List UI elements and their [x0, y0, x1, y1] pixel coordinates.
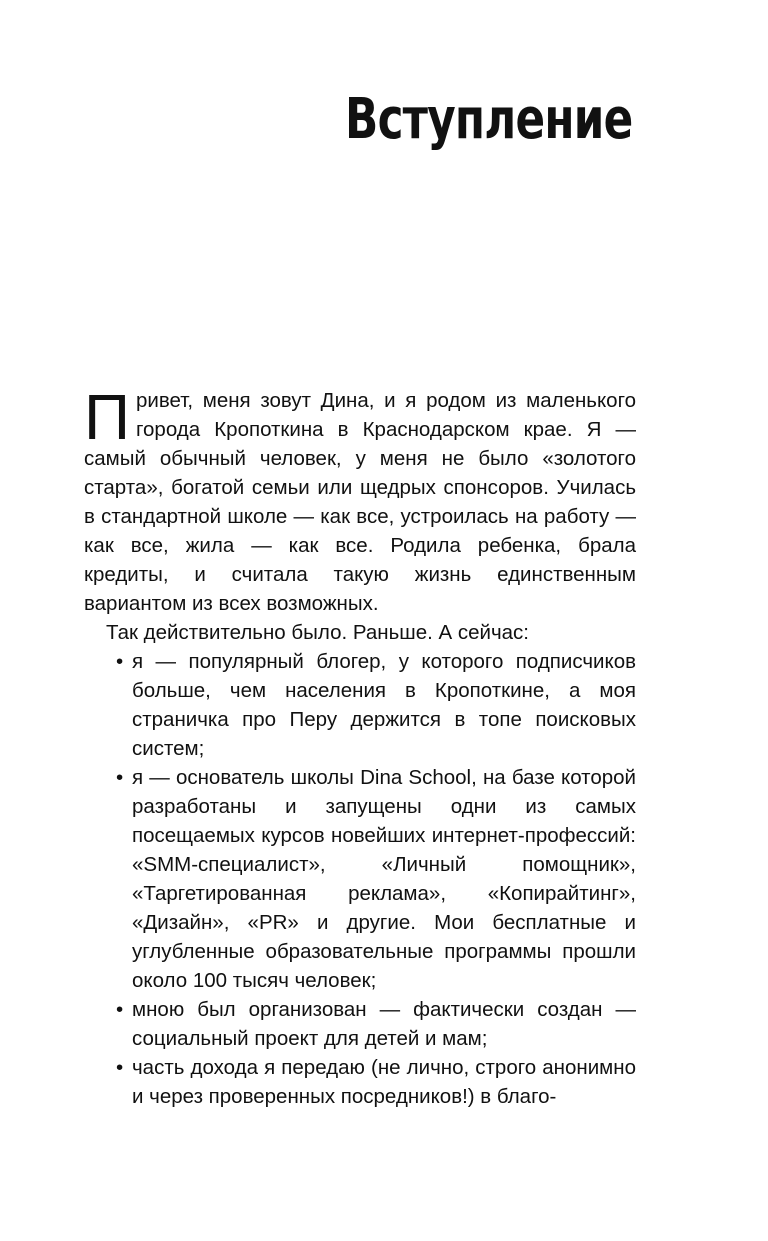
list-item-text: часть дохода я передаю (не лично, строго анонимно и через проверенных посредников!) в благо-: [132, 1056, 636, 1108]
achievements-list: [84, 647, 636, 1111]
list-item-text: я — основатель школы Dina School, на базе которой разработаны и запущены одни из самых посещаемых курсов новейших интернет-профессий: «SMM-специалист», «Личный помощник», «Таргетированная реклама», «Копирайтинг», «Дизайн», «PR» и другие. Мои бесплатные и углубленные образовательные программы прошли около 100 тысяч человек;: [132, 766, 636, 992]
lead-paragraph: Так действительно было. Раньше. А сейчас:: [106, 621, 529, 644]
body-text: [84, 381, 636, 1111]
list-item: [84, 647, 636, 763]
bullet-icon: •: [116, 1056, 124, 1079]
list-item: [84, 763, 636, 995]
list-item-text: мною был организован — фактически создан — социальный проект для детей и мам;: [132, 998, 636, 1050]
bullet-icon: •: [116, 650, 124, 673]
intro-text: ривет, меня зовут Дина, и я родом из маленького города Кропоткина в Краснодарском крае. Я — самый обычный человек, у меня не было «золотого старта», богатой семьи или щедрых спонсоров. Училась в стандартной школе — как все, устроилась на работу — как все, жила — как все. Родила ребенка, брала кредиты, и считала такую жизнь единственным вариантом из всех возможных.: [84, 389, 636, 615]
list-item: [84, 995, 636, 1053]
list-item: [84, 1053, 636, 1111]
intro-paragraph: [84, 381, 636, 618]
bullet-icon: •: [116, 998, 124, 1021]
chapter-title: Вступление: [344, 87, 632, 152]
bullet-icon: •: [116, 766, 124, 789]
drop-cap: П: [84, 381, 130, 453]
list-item-text: я — популярный блогер, у которого подписчиков больше, чем населения в Кропоткине, а моя страничка про Перу держится в топе поисковых систем;: [132, 650, 636, 760]
